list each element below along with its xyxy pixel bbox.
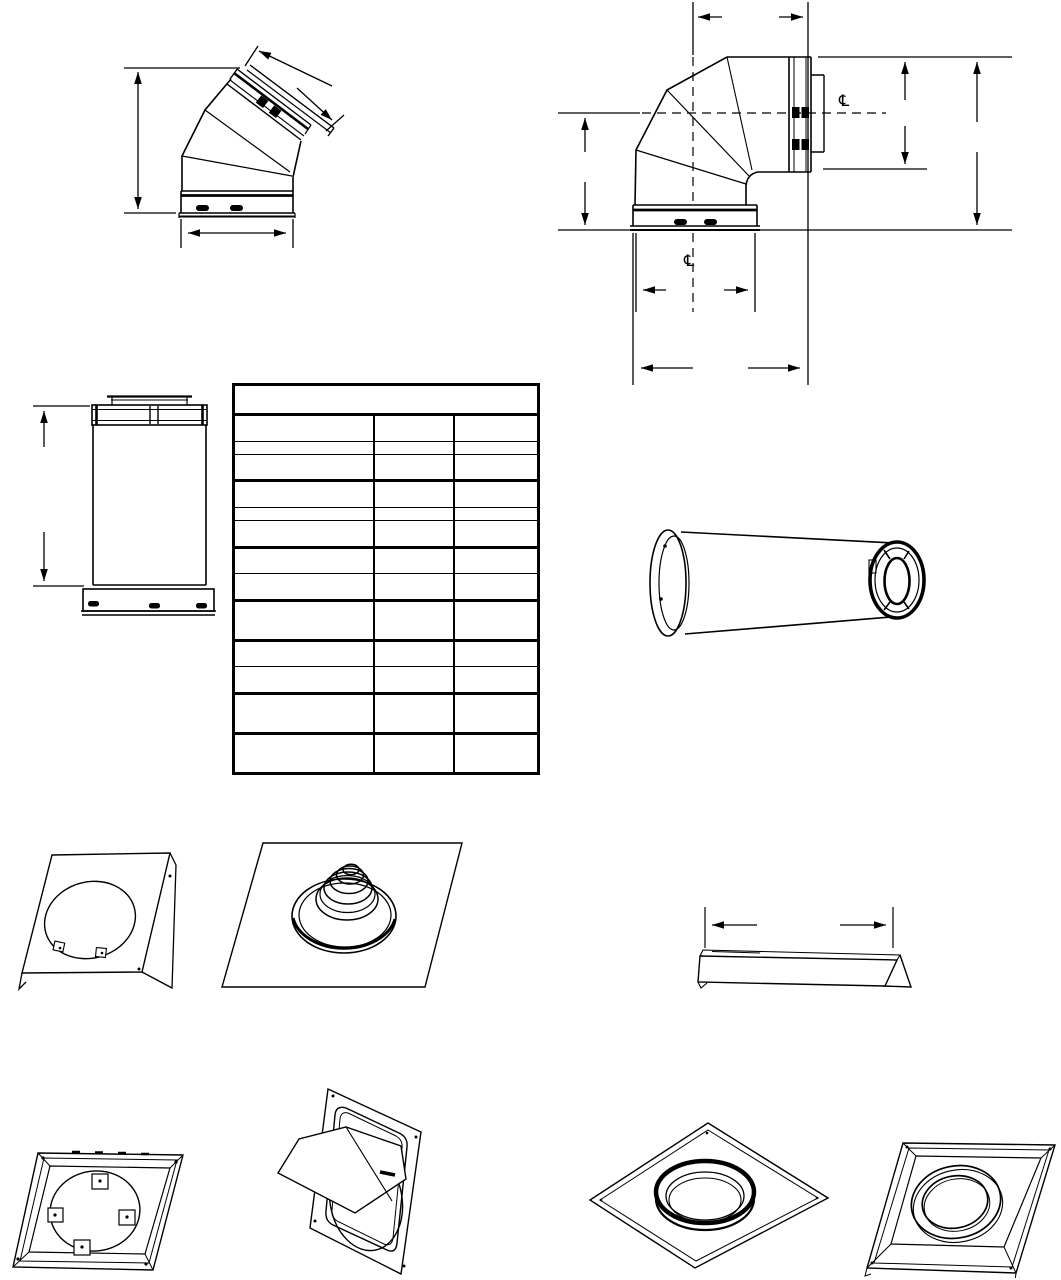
table-cell [374,733,454,773]
table-cell [234,601,374,641]
telescoping-pipe-drawing [645,515,940,650]
pipe-body [81,397,216,616]
wall-thimble-drawing [8,1140,203,1278]
snow-diverter-dimension-lines [705,907,893,948]
vent-table-body [234,415,539,774]
table-cell [454,521,539,548]
termination-cap-hood [278,1127,406,1213]
table-cell [234,574,374,601]
table-cell [374,694,454,734]
straight-pipe-drawing [28,385,220,620]
table-cell [234,547,374,574]
table-row [234,574,539,601]
roof-flashing-drawing [212,835,477,995]
table-cell [234,454,374,481]
ceiling-trim-plate-body [865,1143,1055,1278]
table-cell [374,601,454,641]
wall-thimble-body [13,1152,183,1270]
elbow-45-drawing [100,28,400,260]
table-cell [234,640,374,667]
table-row [234,667,539,694]
table-cell [234,481,374,508]
table-cell [454,547,539,574]
table-cell [454,454,539,481]
centerline-symbol: ℄ [684,251,695,270]
table-cell [234,694,374,734]
table-cell [374,415,454,442]
table-cell [234,508,374,521]
flat-flashing-drawing [583,1118,835,1276]
table-cell [234,521,374,548]
snow-diverter-body [698,950,911,988]
table-cell [374,454,454,481]
table-cell [374,667,454,694]
table-cell [454,694,539,734]
table-cell [454,415,539,442]
table-cell [374,574,454,601]
ceiling-trim-plate-drawing [862,1130,1061,1278]
elbow-90-dimension-lines [558,2,1012,385]
table-cell [454,667,539,694]
table-row [234,441,539,454]
table-cell [374,481,454,508]
table-header-cell [234,385,539,415]
table-cell [454,601,539,641]
table-row [234,508,539,521]
elbow-90-centerlines [642,57,886,312]
table-cell [234,733,374,773]
centerline-symbol: ℄ [839,91,850,110]
termination-cap-body [278,1089,421,1274]
table-row [234,454,539,481]
wall-firestop-drawing [8,840,188,995]
elbow-90-drawing [555,0,1015,400]
table-row [234,415,539,442]
table-header-row [234,385,539,415]
table-cell [234,415,374,442]
table-cell [454,574,539,601]
table-row [234,547,539,574]
table-row [234,521,539,548]
table-row [234,640,539,667]
table-cell [374,521,454,548]
table-cell [234,441,374,454]
snow-diverter-drawing [690,898,940,998]
flat-flashing-body [590,1123,828,1268]
pipe-dimension-lines [33,406,90,586]
telescoping-pipe-body [650,530,924,636]
table-row [234,694,539,734]
table-cell [454,441,539,454]
table-row [234,733,539,773]
table-cell [454,508,539,521]
table-row [234,601,539,641]
table-cell [374,508,454,521]
table-cell [454,640,539,667]
elbow-90-body [630,57,824,230]
elbow-45-dimension-lines [124,46,344,248]
table-cell [374,640,454,667]
table-cell [374,441,454,454]
table-row [234,481,539,508]
termination-cap-drawing [258,1078,448,1278]
table-cell [454,733,539,773]
vent-table [232,383,540,775]
table-cell [454,481,539,508]
elbow-45-body [179,65,334,218]
wall-firestop-body [19,853,176,989]
table-cell [374,547,454,574]
table-cell [234,667,374,694]
roof-flashing-body [222,843,462,987]
